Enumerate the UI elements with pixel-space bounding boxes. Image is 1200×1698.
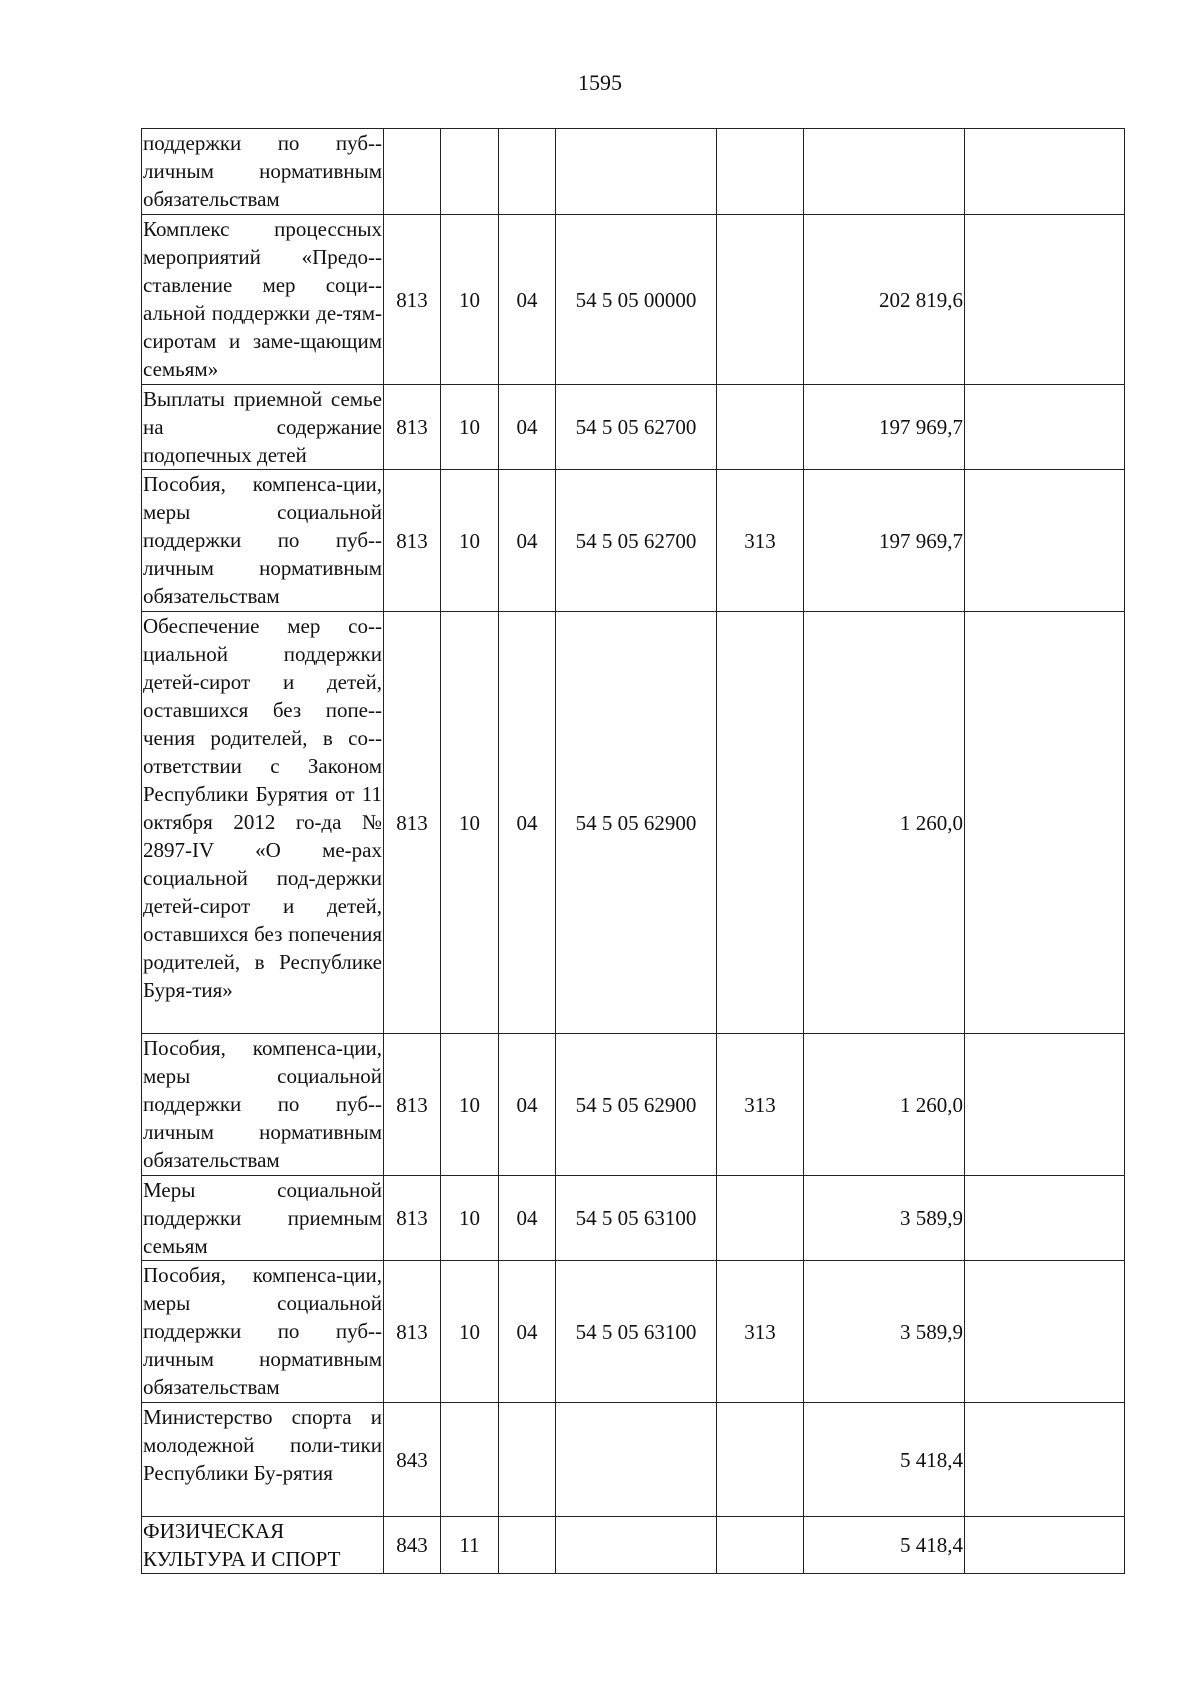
subsection-code: 04 <box>499 612 556 1034</box>
budget-table <box>141 128 1125 1574</box>
ministry-code: 843 <box>384 1517 441 1574</box>
table-row <box>142 1403 1125 1517</box>
target-article-code: 54 5 05 62700 <box>556 470 717 612</box>
amount: 197 969,7 <box>804 470 965 612</box>
extra-cell <box>965 385 1125 470</box>
ministry-code: 813 <box>384 1034 441 1176</box>
table-row <box>142 129 1125 215</box>
ministry-code: 813 <box>384 612 441 1034</box>
subsection-code <box>499 1403 556 1517</box>
table-row <box>142 1034 1125 1176</box>
ministry-code: 813 <box>384 215 441 385</box>
extra-cell <box>965 612 1125 1034</box>
extra-cell <box>965 1261 1125 1403</box>
subsection-code: 04 <box>499 470 556 612</box>
extra-cell <box>965 129 1125 215</box>
ministry-code: 813 <box>384 385 441 470</box>
table-row <box>142 385 1125 470</box>
extra-cell <box>965 1517 1125 1574</box>
expense-type-code: 313 <box>717 470 804 612</box>
ministry-code: 813 <box>384 1176 441 1261</box>
expense-type-code: 313 <box>717 1261 804 1403</box>
item-name: Обеспечение мер со-циальной поддержки детей-сирот и детей, оставшихся без попе-чения родителей, в со-ответствии с Законом Республики Бурятия от 11 октября 2012 го-да № 2897-IV «О ме-рах социальной под-держки детей-сирот и детей, оставшихся без попечения родителей, в Республике Буря-тия» <box>142 612 384 1034</box>
subsection-code: 04 <box>499 385 556 470</box>
ministry-code: 813 <box>384 1261 441 1403</box>
section-code: 11 <box>441 1517 499 1574</box>
amount: 1 260,0 <box>804 612 965 1034</box>
target-article-code: 54 5 05 63100 <box>556 1176 717 1261</box>
ministry-code <box>384 129 441 215</box>
expense-type-code <box>717 215 804 385</box>
target-article-code: 54 5 05 62900 <box>556 1034 717 1176</box>
extra-cell <box>965 1034 1125 1176</box>
amount: 3 589,9 <box>804 1261 965 1403</box>
table-row <box>142 1176 1125 1261</box>
item-name: Пособия, компенса-ции, меры социальной поддержки по пуб-личным нормативным обязательствам <box>142 1034 384 1176</box>
section-code <box>441 1403 499 1517</box>
expense-type-code: 313 <box>717 1034 804 1176</box>
section-code: 10 <box>441 1176 499 1261</box>
extra-cell <box>965 470 1125 612</box>
extra-cell <box>965 1176 1125 1261</box>
expense-type-code <box>717 1517 804 1574</box>
target-article-code <box>556 1517 717 1574</box>
section-code: 10 <box>441 1034 499 1176</box>
expense-type-code <box>717 385 804 470</box>
amount: 5 418,4 <box>804 1517 965 1574</box>
amount: 3 589,9 <box>804 1176 965 1261</box>
amount <box>804 129 965 215</box>
item-name: поддержки по пуб-личным нормативным обязательствам <box>142 129 384 215</box>
item-name: Комплекс процессных мероприятий «Предо-ставление мер соци-альной поддержки де-тям-сиротам и заме-щающим семьям» <box>142 215 384 385</box>
ministry-code: 843 <box>384 1403 441 1517</box>
section-code: 10 <box>441 470 499 612</box>
table-row <box>142 215 1125 385</box>
table-row <box>142 470 1125 612</box>
item-name: Выплаты приемной семье на содержание подопечных детей <box>142 385 384 470</box>
item-name: Пособия, компенса-ции, меры социальной поддержки по пуб-личным нормативным обязательствам <box>142 1261 384 1403</box>
target-article-code <box>556 1403 717 1517</box>
table-row <box>142 1517 1125 1574</box>
item-name: Министерство спорта и молодежной поли-тики Республики Бу-рятия <box>142 1403 384 1517</box>
subsection-code <box>499 1517 556 1574</box>
section-code <box>441 129 499 215</box>
expense-type-code <box>717 1403 804 1517</box>
subsection-code: 04 <box>499 1034 556 1176</box>
expense-type-code <box>717 612 804 1034</box>
extra-cell <box>965 215 1125 385</box>
target-article-code <box>556 129 717 215</box>
target-article-code: 54 5 05 62700 <box>556 385 717 470</box>
table-row <box>142 612 1125 1034</box>
table-row <box>142 1261 1125 1403</box>
amount: 197 969,7 <box>804 385 965 470</box>
expense-type-code <box>717 129 804 215</box>
subsection-code: 04 <box>499 1261 556 1403</box>
amount: 5 418,4 <box>804 1403 965 1517</box>
section-code: 10 <box>441 612 499 1034</box>
expense-type-code <box>717 1176 804 1261</box>
amount: 202 819,6 <box>804 215 965 385</box>
item-name: Меры социальной поддержки приемным семьям <box>142 1176 384 1261</box>
item-name: ФИЗИЧЕСКАЯ КУЛЬТУРА И СПОРТ <box>142 1517 384 1574</box>
extra-cell <box>965 1403 1125 1517</box>
page-number: 1595 <box>578 70 622 95</box>
subsection-code: 04 <box>499 215 556 385</box>
ministry-code: 813 <box>384 470 441 612</box>
target-article-code: 54 5 05 63100 <box>556 1261 717 1403</box>
target-article-code: 54 5 05 00000 <box>556 215 717 385</box>
subsection-code: 04 <box>499 1176 556 1261</box>
target-article-code: 54 5 05 62900 <box>556 612 717 1034</box>
section-code: 10 <box>441 215 499 385</box>
section-code: 10 <box>441 1261 499 1403</box>
subsection-code <box>499 129 556 215</box>
section-code: 10 <box>441 385 499 470</box>
amount: 1 260,0 <box>804 1034 965 1176</box>
item-name: Пособия, компенса-ции, меры социальной поддержки по пуб-личным нормативным обязательствам <box>142 470 384 612</box>
